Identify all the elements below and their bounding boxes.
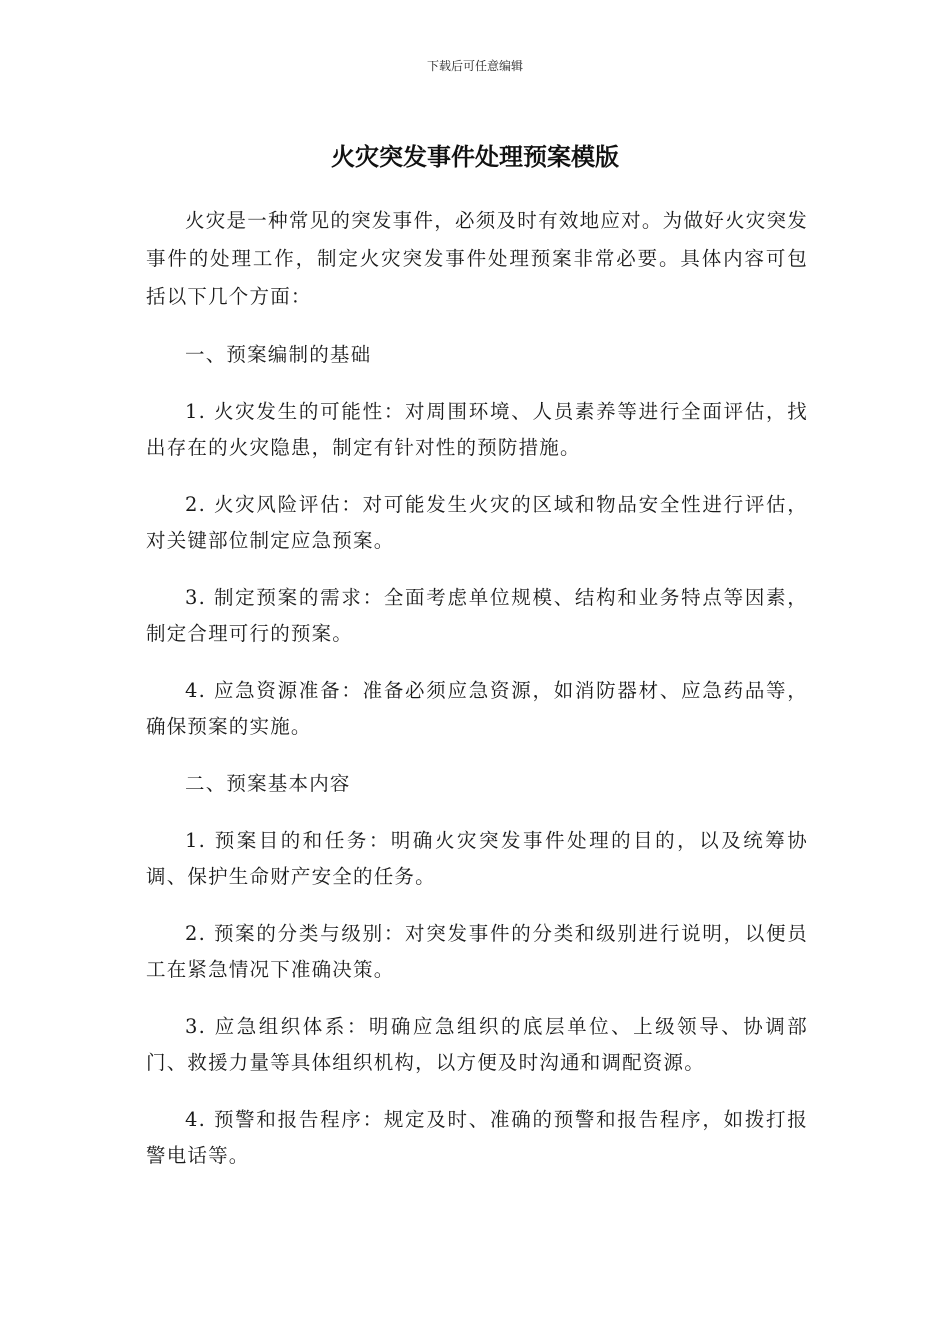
section-1-item-2: 2. 火灾风险评估：对可能发生火灾的区域和物品安全性进行评估，对关键部位制定应急预案。 [146,493,808,552]
section-2-item-4: 4. 预警和报告程序：规定及时、准确的预警和报告程序，如拨打报警电话等。 [146,1108,808,1167]
section-1-item-4: 4. 应急资源准备：准备必须应急资源，如消防器材、应急药品等，确保预案的实施。 [146,679,808,738]
section-1-item-1: 1. 火灾发生的可能性：对周围环境、人员素养等进行全面评估，找出存在的火灾隐患，制定有针对性的预防措施。 [146,400,808,459]
section-heading-2: 二、预案基本内容 [185,772,351,795]
section-2-item-2: 2. 预案的分类与级别：对突发事件的分类和级别进行说明，以便员工在紧急情况下准确决策。 [146,922,808,981]
document-body [146,202,808,1195]
section-1-item-3: 3. 制定预案的需求：全面考虑单位规模、结构和业务特点等因素，制定合理可行的预案。 [146,586,808,645]
document-title: 火灾突发事件处理预案模版 [331,143,619,171]
intro-paragraph: 火灾是一种常见的突发事件，必须及时有效地应对。为做好火灾突发事件的处理工作，制定火灾突发事件处理预案非常必要。具体内容可包括以下几个方面： [146,209,808,308]
section-heading-1: 一、预案编制的基础 [185,343,372,366]
header-note: 下载后可任意编辑 [426,59,523,73]
section-2-item-1: 1. 预案目的和任务：明确火灾突发事件处理的目的，以及统筹协调、保护生命财产安全的任务。 [146,829,808,888]
section-2-item-3: 3. 应急组织体系：明确应急组织的底层单位、上级领导、协调部门、救援力量等具体组织机构，以方便及时沟通和调配资源。 [146,1015,808,1074]
